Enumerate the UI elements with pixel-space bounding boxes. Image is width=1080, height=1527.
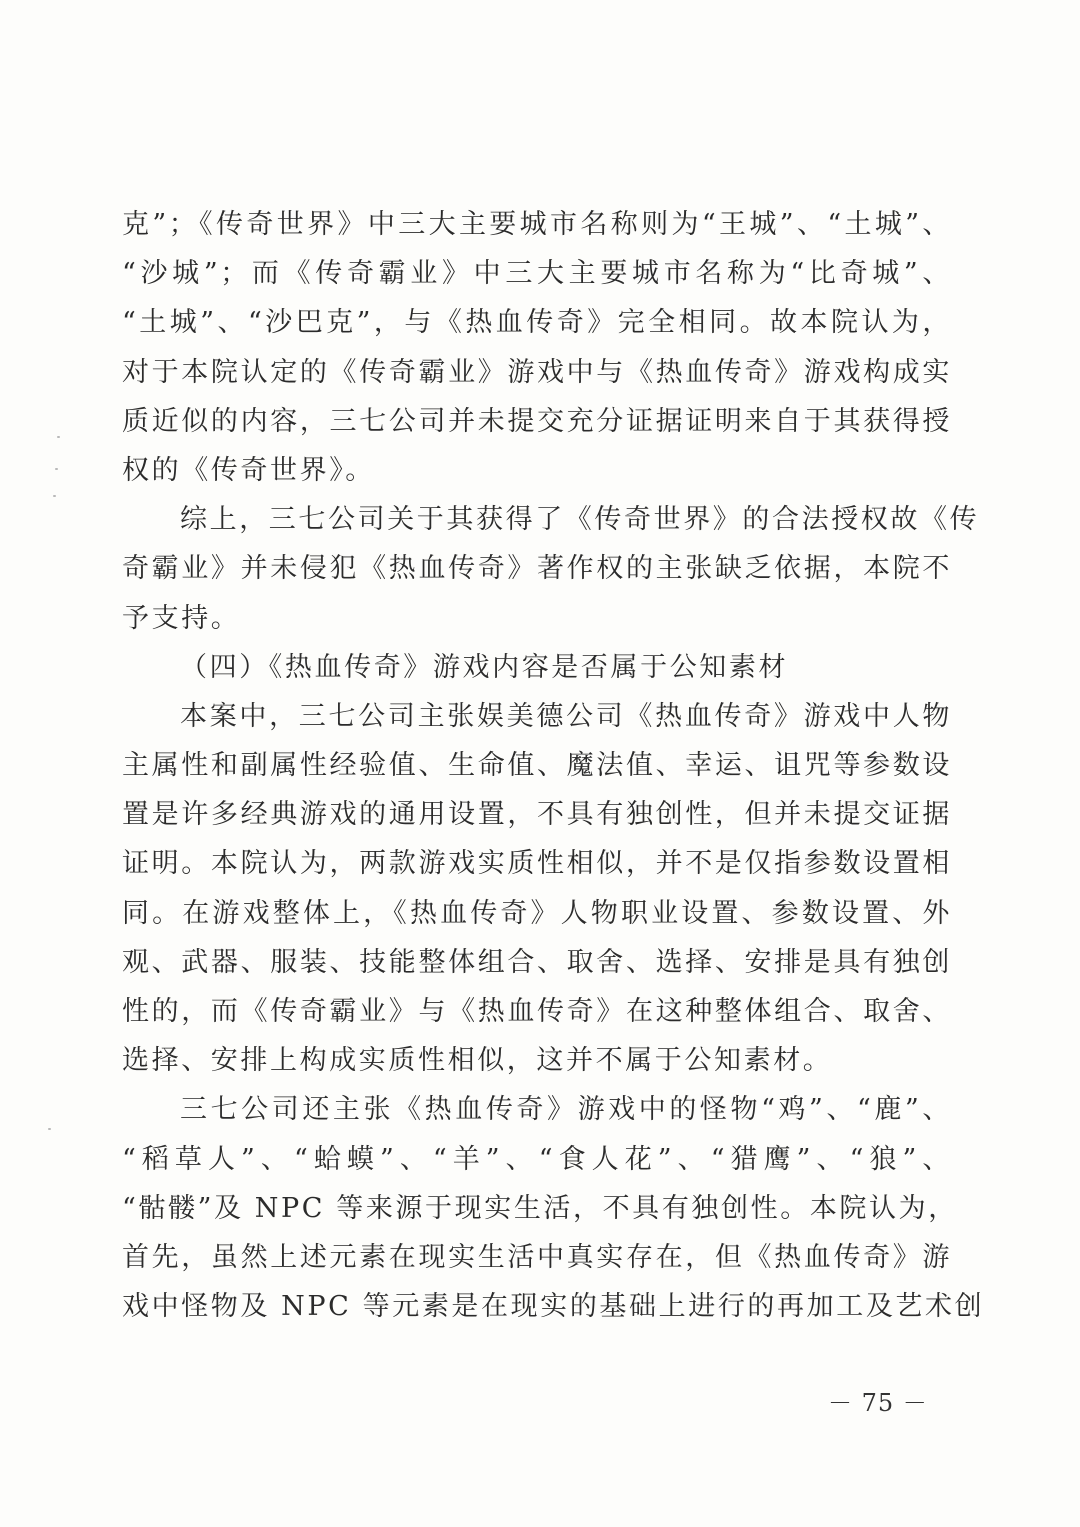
margin-speck xyxy=(53,495,56,497)
margin-speck xyxy=(57,436,60,438)
text-line: 戏中怪物及 NPC 等元素是在现实的基础上进行的再加工及艺术创 xyxy=(122,1291,985,1323)
text-line: 予支持。 xyxy=(122,602,241,634)
text-line: 权的《传奇世界》。 xyxy=(122,454,375,486)
text-line: 观、武器、服装、技能整体组合、取舍、选择、安排是具有独创 xyxy=(122,946,952,978)
text-line: 对于本院认定的《传奇霸业》游戏中与《热血传奇》游戏构成实 xyxy=(122,356,952,388)
section-heading: （四）《热血传奇》游戏内容是否属于公知素材 xyxy=(180,651,789,683)
text-line: 同。在游戏整体上，《热血传奇》人物职业设置、参数设置、外 xyxy=(122,897,952,929)
text-line: 奇霸业》并未侵犯《热血传奇》著作权的主张缺乏依据，本院不 xyxy=(122,553,952,585)
text-line: 克”；《传奇世界》中三大主要城市名称则为“王城”、“土城”、 xyxy=(122,209,952,240)
text-line: “骷髅”及 NPC 等来源于现实生活，不具有独创性。本院认为， xyxy=(122,1192,958,1224)
text-line: 质近似的内容，三七公司并未提交充分证据证明来自于其获得授 xyxy=(122,405,952,437)
text-line: 性的，而《传奇霸业》与《热血传奇》在这种整体组合、取舍、 xyxy=(122,996,952,1027)
margin-speck xyxy=(48,1128,51,1130)
margin-speck xyxy=(55,468,58,470)
text-line: 首先，虽然上述元素在现实生活中真实存在，但《热血传奇》游 xyxy=(122,1241,952,1273)
text-line: 选择、安排上构成实质性相似，这并不属于公知素材。 xyxy=(122,1045,833,1077)
body-text xyxy=(122,200,985,1331)
page-number: － 75 － xyxy=(828,1389,928,1417)
text-line: 主属性和副属性经验值、生命值、魔法值、幸运、诅咒等参数设 xyxy=(122,750,952,782)
text-line: “稻草人”、“蛤蟆”、“羊”、“食人花”、“猎鹰”、“狼”、 xyxy=(122,1143,952,1175)
paragraph-first-line: 三七公司还主张《热血传奇》游戏中的怪物“鸡”、“鹿”、 xyxy=(180,1094,952,1126)
text-line: “土城”、“沙巴克”，与《热血传奇》完全相同。故本院认为， xyxy=(122,307,952,339)
text-line: 置是许多经典游戏的通用设置，不具有独创性，但并未提交证据 xyxy=(122,799,952,831)
paragraph-first-line: 本案中，三七公司主张娱美德公司《热血传奇》游戏中人物 xyxy=(180,700,952,732)
paragraph-first-line: 综上，三七公司关于其获得了《传奇世界》的合法授权故《传 xyxy=(180,504,980,536)
text-line: “沙城”；而《传奇霸业》中三大主要城市名称为“比奇城”、 xyxy=(122,258,952,290)
text-line: 证明。本院认为，两款游戏实质性相似，并不是仅指参数设置相 xyxy=(122,848,952,880)
